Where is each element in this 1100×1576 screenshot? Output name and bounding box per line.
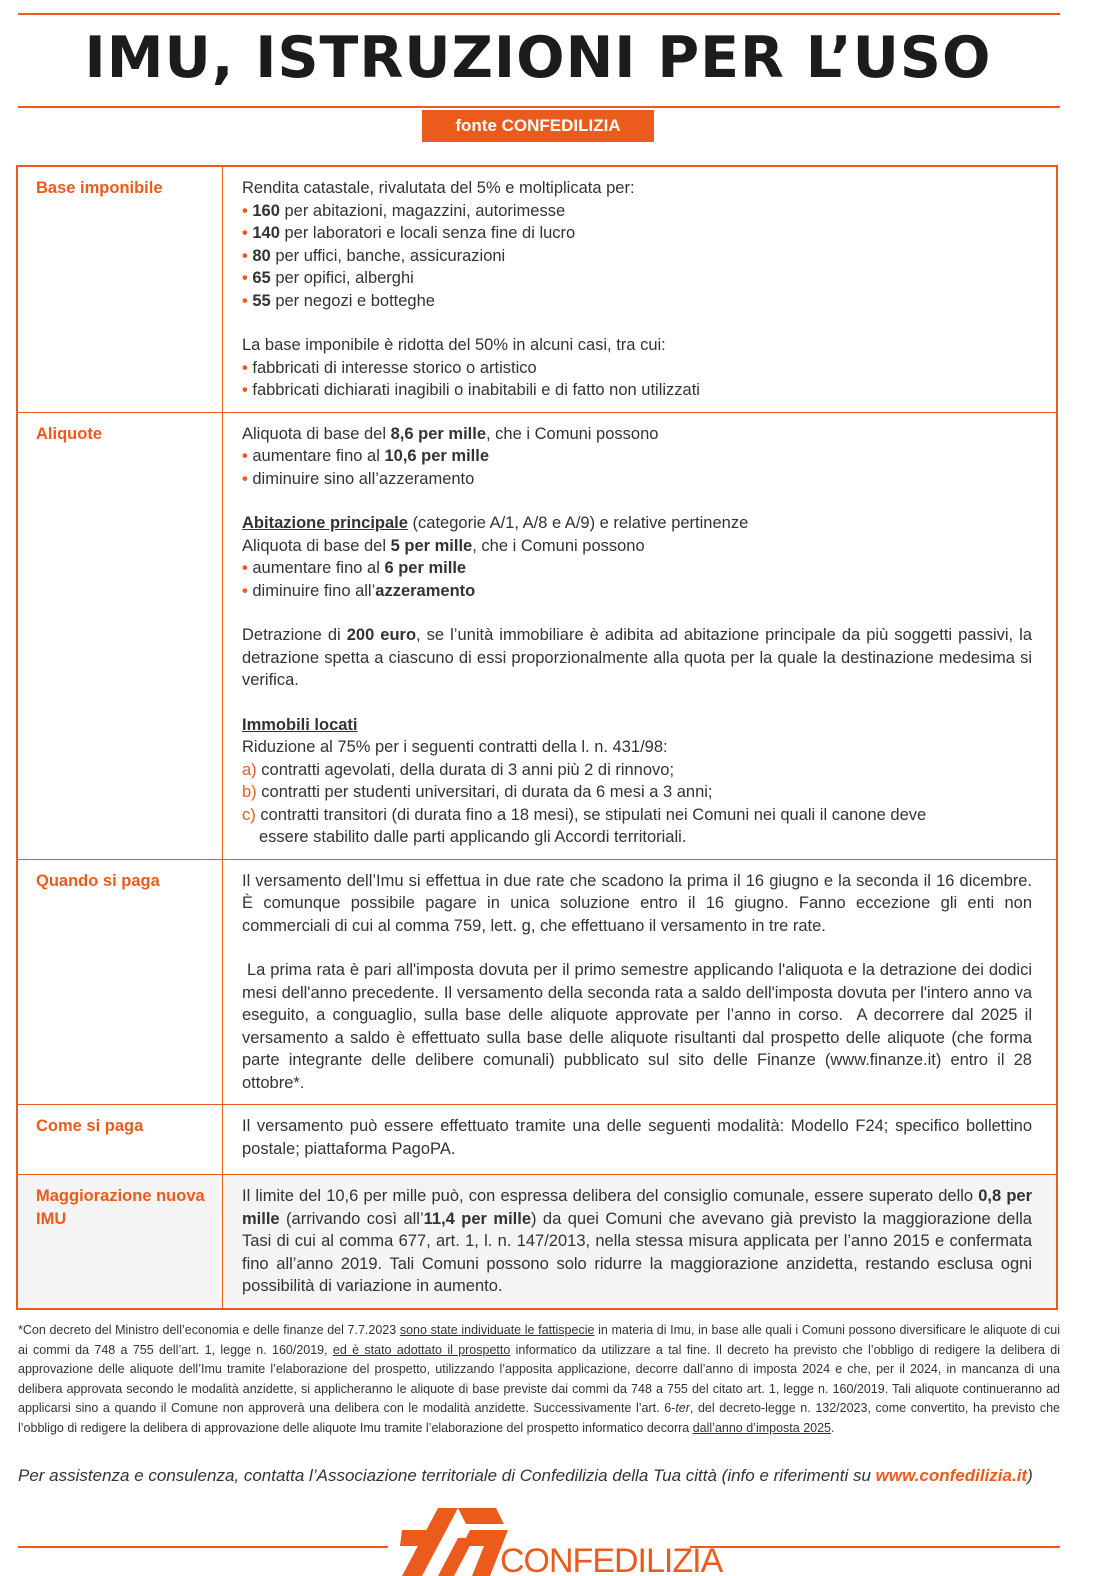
list-item: • aumentare fino al 10,6 per mille (242, 447, 490, 465)
contact-line: Per assistenza e consulenza, contatta l’Associazione territoriale di Confedilizia della Tua città (info e riferimenti su www.confedilizia.it) (18, 1466, 1033, 1485)
confedilizia-logo (400, 1500, 723, 1576)
row-content (223, 166, 1058, 412)
list-item: • 55 per negozi e botteghe (242, 291, 435, 310)
bottom-rule-left (18, 1546, 388, 1548)
list-item: • fabbricati di interesse storico o artistico (242, 358, 537, 377)
base-intro: Rendita catastale, rivalutata del 5% e moltiplicata per: (242, 179, 635, 197)
list-item: • 80 per uffici, banche, assicurazioni (242, 246, 506, 265)
reduced-intro: La base imponibile è ridotta del 50% in alcuni casi, tra cui: (242, 336, 666, 354)
row-content: Aliquota di base del 8,6 per mille, che i Comuni possono • aumentare fino al 10,6 per mille • diminuire sino all’azzeramento Abitazione principale (categorie A/1, A/8 e A/9) e relative pertinenze Aliquota di base del 5 per mille, che i Comuni possono • aumentare fino al 6 per mille • diminuire fino all’azzeramento Detrazione di 200 euro, se l’unità immobiliare è adibita ad abitazione principale da più soggetti passivi, la detrazione spetta a ciascuno di essi proporzionalmente alla quota per la quale la destinazione medesima si verifica. Immobili locati Riduzione al 75% per i seguenti contratti della l. n. 431/98: a) contratti agevolati, della durata di 3 anni più 2 di rinnovo; b) contratti per studenti universitari, di durata da 6 mesi a 3 anni; c) contratti transitori (di durata fino a 18 mesi), se stipulati nei Comuni nei quali il canone deve essere stabilito dalle parti applicando gli Accordi territoriali. (223, 412, 1058, 859)
page-title: IMU, ISTRUZIONI PER L’USO (84, 25, 992, 91)
title-underline (18, 106, 1060, 108)
row-content: Il versamento dell’Imu si effettua in due rate che scadono la prima il 16 giugno e la seconda il 16 dicembre. È comunque possibile pagare in unica soluzione entro il 16 giugno. Fanno eccezione gli enti non commerciali di cui al comma 759, lett. g, che effettuano il versamento in tre rate. La prima rata è pari all'imposta dovuta per il primo semestre applicando l'aliquota e la detrazione dei dodici mesi dell'anno precedente. Il versamento della seconda rata a saldo dell'imposta dovuta per l'intero anno va eseguito, a conguaglio, sulla base delle aliquote approvate per l’anno in corso. A decorrere dal 2025 il versamento a saldo è effettuato sulla base delle aliquote risultanti dal prospetto delle aliquote (che forma parte integrante delle delibere comunali) pubblicato sul sito delle Finanze (www.finanze.it) entro il 28 ottobre*. (223, 859, 1058, 1105)
list-item: c) contratti transitori (di durata fino a 18 mesi), se stipulati nei Comuni nei quali il canone deve (242, 805, 927, 824)
row-label: Aliquote (17, 412, 223, 859)
list-item: • 160 per abitazioni, magazzini, autorimesse (242, 201, 566, 220)
info-table (16, 165, 1058, 1310)
list-item: • fabbricati dichiarati inagibili o inabitabili e di fatto non utilizzati (242, 381, 700, 399)
row-label: Come si paga (17, 1105, 223, 1175)
logo-wordmark: CONFEDILIZIA (500, 1542, 723, 1576)
list-item: b) contratti per studenti universitari, di durata da 6 mesi a 3 anni; (242, 783, 713, 801)
footnote: *Con decreto del Ministro dell’economia e delle finanze del 7.7.2023 sono state individuate le fattispecie in materia di Imu, in base alle quali i Comuni possono diversificare le aliquote di cui ai commi da 748 a 755 dell’art. 1, legge n. 160/2019, ed è stato adottato il prospetto informatico da utilizzare a tal fine. Il decreto ha previsto che l’obbligo di redigere la delibera di approvazione delle aliquote dell’Imu tramite l’elaborazione del prospetto, utilizzando l’apposita applicazione, decorre dall’anno di imposta 2024 e che, per il 2024, in mancanza di una delibera approvata secondo le modalità anzidette, si applicheranno le aliquote di base previste dai commi da 748 a 755 del citato art. 1, legge n. 160/2019. Tali aliquote continueranno ad applicarsi sino a quando il Comune non approverà una delibera con le modalità anzidette. Successivamente l’art. 6-ter, del decreto-legge n. 132/2023, come convertito, ha previsto che l’obbligo di redigere la delibera di approvazione delle aliquote Imu tramite l’elaborazione del prospetto informatico decorra dall’anno d’imposta 2025. (18, 1323, 1060, 1435)
detrazione-paragraph: Detrazione di 200 euro, se l’unità immobiliare è adibita ad abitazione principale da più soggetti passivi, la detrazione spetta a ciascuno di essi proporzionalmente alla quota per la quale la destinazione medesima si verifica. (242, 626, 1033, 689)
bottom-rule-right (690, 1546, 1060, 1548)
row-come-si-paga (17, 1105, 1057, 1175)
row-base-imponibile (17, 166, 1057, 412)
source-badge: fonte CONFEDILIZIA (422, 110, 654, 142)
section-heading: Abitazione principale (242, 514, 408, 532)
list-item: • diminuire sino all’azzeramento (242, 469, 475, 488)
section-heading: Immobili locati (242, 715, 358, 734)
list-item: • aumentare fino al 6 per mille (242, 559, 467, 577)
row-quando-si-paga (17, 859, 1057, 1105)
row-label: Quando si paga (17, 859, 223, 1105)
list-item: a) contratti agevolati, della durata di 3 anni più 2 di rinnovo; (242, 760, 675, 779)
list-item: • 140 per laboratori e locali senza fine di lucro (242, 224, 576, 242)
row-label: Base imponibile (17, 166, 223, 412)
website-link[interactable]: www.confedilizia.it (875, 1466, 1028, 1485)
list-item: • 65 per opifici, alberghi (242, 269, 414, 287)
row-maggiorazione (17, 1175, 1057, 1309)
row-label: Maggiorazione nuova IMU (17, 1175, 223, 1309)
row-content: Il limite del 10,6 per mille può, con espressa delibera del consiglio comunale, essere superato dello 0,8 per mille (arrivando così all’11,4 per mille) da quei Comuni che avevano già previsto la maggiorazione della Tasi di cui al comma 677, art. 1, l. n. 147/2013, nella stessa misura applicata per l’anno 2015 e confermata fino all’anno 2019. Tali Comuni possono solo ridurre la maggiorazione anzidetta, restando esclusa ogni possibilità di variazione in aumento. (223, 1175, 1058, 1309)
row-aliquote (17, 412, 1057, 859)
top-rule (18, 13, 1060, 15)
row-content: Il versamento può essere effettuato tramite una delle seguenti modalità: Modello F24; specifico bollettino postale; piattaforma PagoPA. (223, 1105, 1058, 1175)
list-item: • diminuire fino all’azzeramento (242, 581, 476, 600)
